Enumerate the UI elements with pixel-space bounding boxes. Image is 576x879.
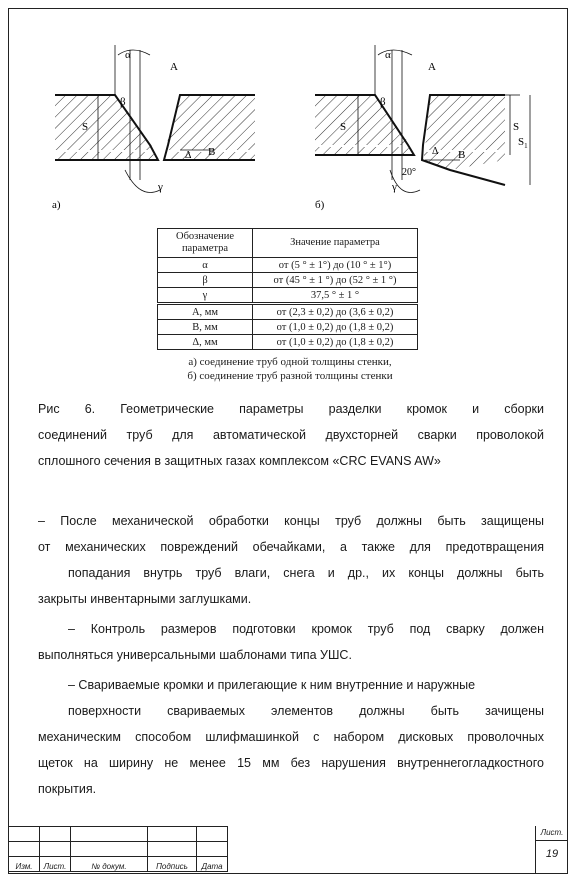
table-row xyxy=(158,288,418,304)
caption-line: сплошного сечения в защитных газах комплексом «CRC EVANS AW» xyxy=(38,454,441,468)
title-block xyxy=(8,826,568,874)
s1-label: $S_1$ xyxy=(518,136,528,150)
table-cell: γ xyxy=(158,288,253,304)
caption-line: соединений труб для автоматической двухсторней сварки проволокой xyxy=(38,428,544,442)
paragraph-line: – Свариваемые кромки и прилегающие к ним внутренние и наружные xyxy=(68,678,476,692)
paragraph-1 xyxy=(38,508,544,612)
paragraph-line: щеток на ширину не менее 15 мм без нарушения внутреннегогладкостного xyxy=(38,756,544,770)
sheet-number: 19 xyxy=(545,848,559,860)
paragraph-line: попадания внутрь труб влаги, снега и др., их концы должны быть xyxy=(68,566,544,580)
paragraph-line: – После механической обработки концы труб должны быть защищены xyxy=(38,514,544,528)
table-cell: от (1,0 ± 0,2) до (1,8 ± 0,2) xyxy=(253,335,418,350)
paragraph-line: от механических повреждений обечайками, а также для предотвращения xyxy=(38,540,544,554)
table-cell: Δ, мм xyxy=(158,335,253,350)
table-cell: 37,5 ° ± 1 ° xyxy=(253,288,418,304)
paragraph-line: механическим способом шлифмашинкой с набором дисковых проволочных xyxy=(38,730,544,744)
paragraph-3 xyxy=(38,672,544,802)
a-dim-label-b: A xyxy=(428,61,436,73)
title-block-table xyxy=(8,826,228,872)
stamp-col-signature: Подпись xyxy=(148,857,197,872)
table-header-param: Обозначение параметра xyxy=(158,229,253,258)
table-cell: от (1,0 ± 0,2) до (1,8 ± 0,2) xyxy=(253,320,418,335)
table-cell: от (45 ° ± 1 °) до (52 ° ± 1 °) xyxy=(253,273,418,288)
table-header-row xyxy=(158,229,418,258)
alpha-label-a: α xyxy=(125,49,131,61)
table-row xyxy=(158,273,418,288)
stamp-col-doc: № докум. xyxy=(71,857,148,872)
table-row xyxy=(158,320,418,335)
table-cell: β xyxy=(158,273,253,288)
figure-note-a: а) соединение труб одной толщины стенки, xyxy=(188,356,392,368)
stamp-col-sheet: Лист. xyxy=(40,857,71,872)
table-cell: от (2,3 ± 0,2) до (3,6 ± 0,2) xyxy=(253,304,418,320)
paragraph-line: – Контроль размеров подготовки кромок труб под сварку должен xyxy=(68,622,544,636)
figure-notes xyxy=(155,355,425,383)
table-header-value: Значение параметра xyxy=(253,229,418,258)
sheet-number-box xyxy=(535,826,568,874)
angle20-label: 20° xyxy=(402,167,416,178)
paragraph-line: закрыты инвентарными заглушками. xyxy=(38,592,252,606)
b-dim-label-a: B xyxy=(208,146,216,158)
weld-joint-figure xyxy=(40,30,540,220)
table-cell: В, мм xyxy=(158,320,253,335)
s-label-b-right: S xyxy=(513,121,520,133)
subfig-b-label: б) xyxy=(315,199,325,211)
gamma-label-a: γ xyxy=(158,181,163,193)
paragraph-line: покрытия. xyxy=(38,782,97,796)
a-dim-label-a: A xyxy=(170,61,178,73)
stamp-col-date: Дата xyxy=(197,857,228,872)
parameters-table xyxy=(157,228,418,350)
s-label-b: S xyxy=(340,121,347,133)
figure-caption xyxy=(38,396,544,474)
gamma-label-b: γ xyxy=(392,181,397,193)
caption-line: Рис 6. Геометрические параметры разделки кромок и сборки xyxy=(38,402,544,416)
subfig-a-label: а) xyxy=(52,199,61,211)
delta-label-a: Δ xyxy=(185,150,192,161)
joint-a-drawing xyxy=(52,45,255,211)
b-dim-label-b: B xyxy=(458,149,466,161)
table-row xyxy=(158,304,418,320)
sheet-label: Лист. xyxy=(536,828,568,841)
stamp-col-change: Изм. xyxy=(9,857,40,872)
figure-note-b: б) соединение труб разной толщины стенки xyxy=(187,370,393,382)
table-row xyxy=(158,335,418,350)
paragraph-line: выполняться универсальными шаблонами типа УШС. xyxy=(38,648,352,662)
alpha-label-b: α xyxy=(385,49,391,61)
paragraph-line: поверхности свариваемых элементов должны быть зачищены xyxy=(68,704,544,718)
delta-label-b: Δ xyxy=(432,146,439,157)
table-cell: α xyxy=(158,258,253,273)
paragraph-2 xyxy=(38,616,544,668)
beta-label-a: β xyxy=(120,96,126,108)
table-cell: А, мм xyxy=(158,304,253,320)
joint-b-drawing xyxy=(315,45,530,211)
s-label-a: S xyxy=(82,121,89,133)
table-row xyxy=(158,258,418,273)
table-cell: от (5 ° ± 1°) до (10 ° ± 1°) xyxy=(253,258,418,273)
beta-label-b: β xyxy=(380,96,386,108)
